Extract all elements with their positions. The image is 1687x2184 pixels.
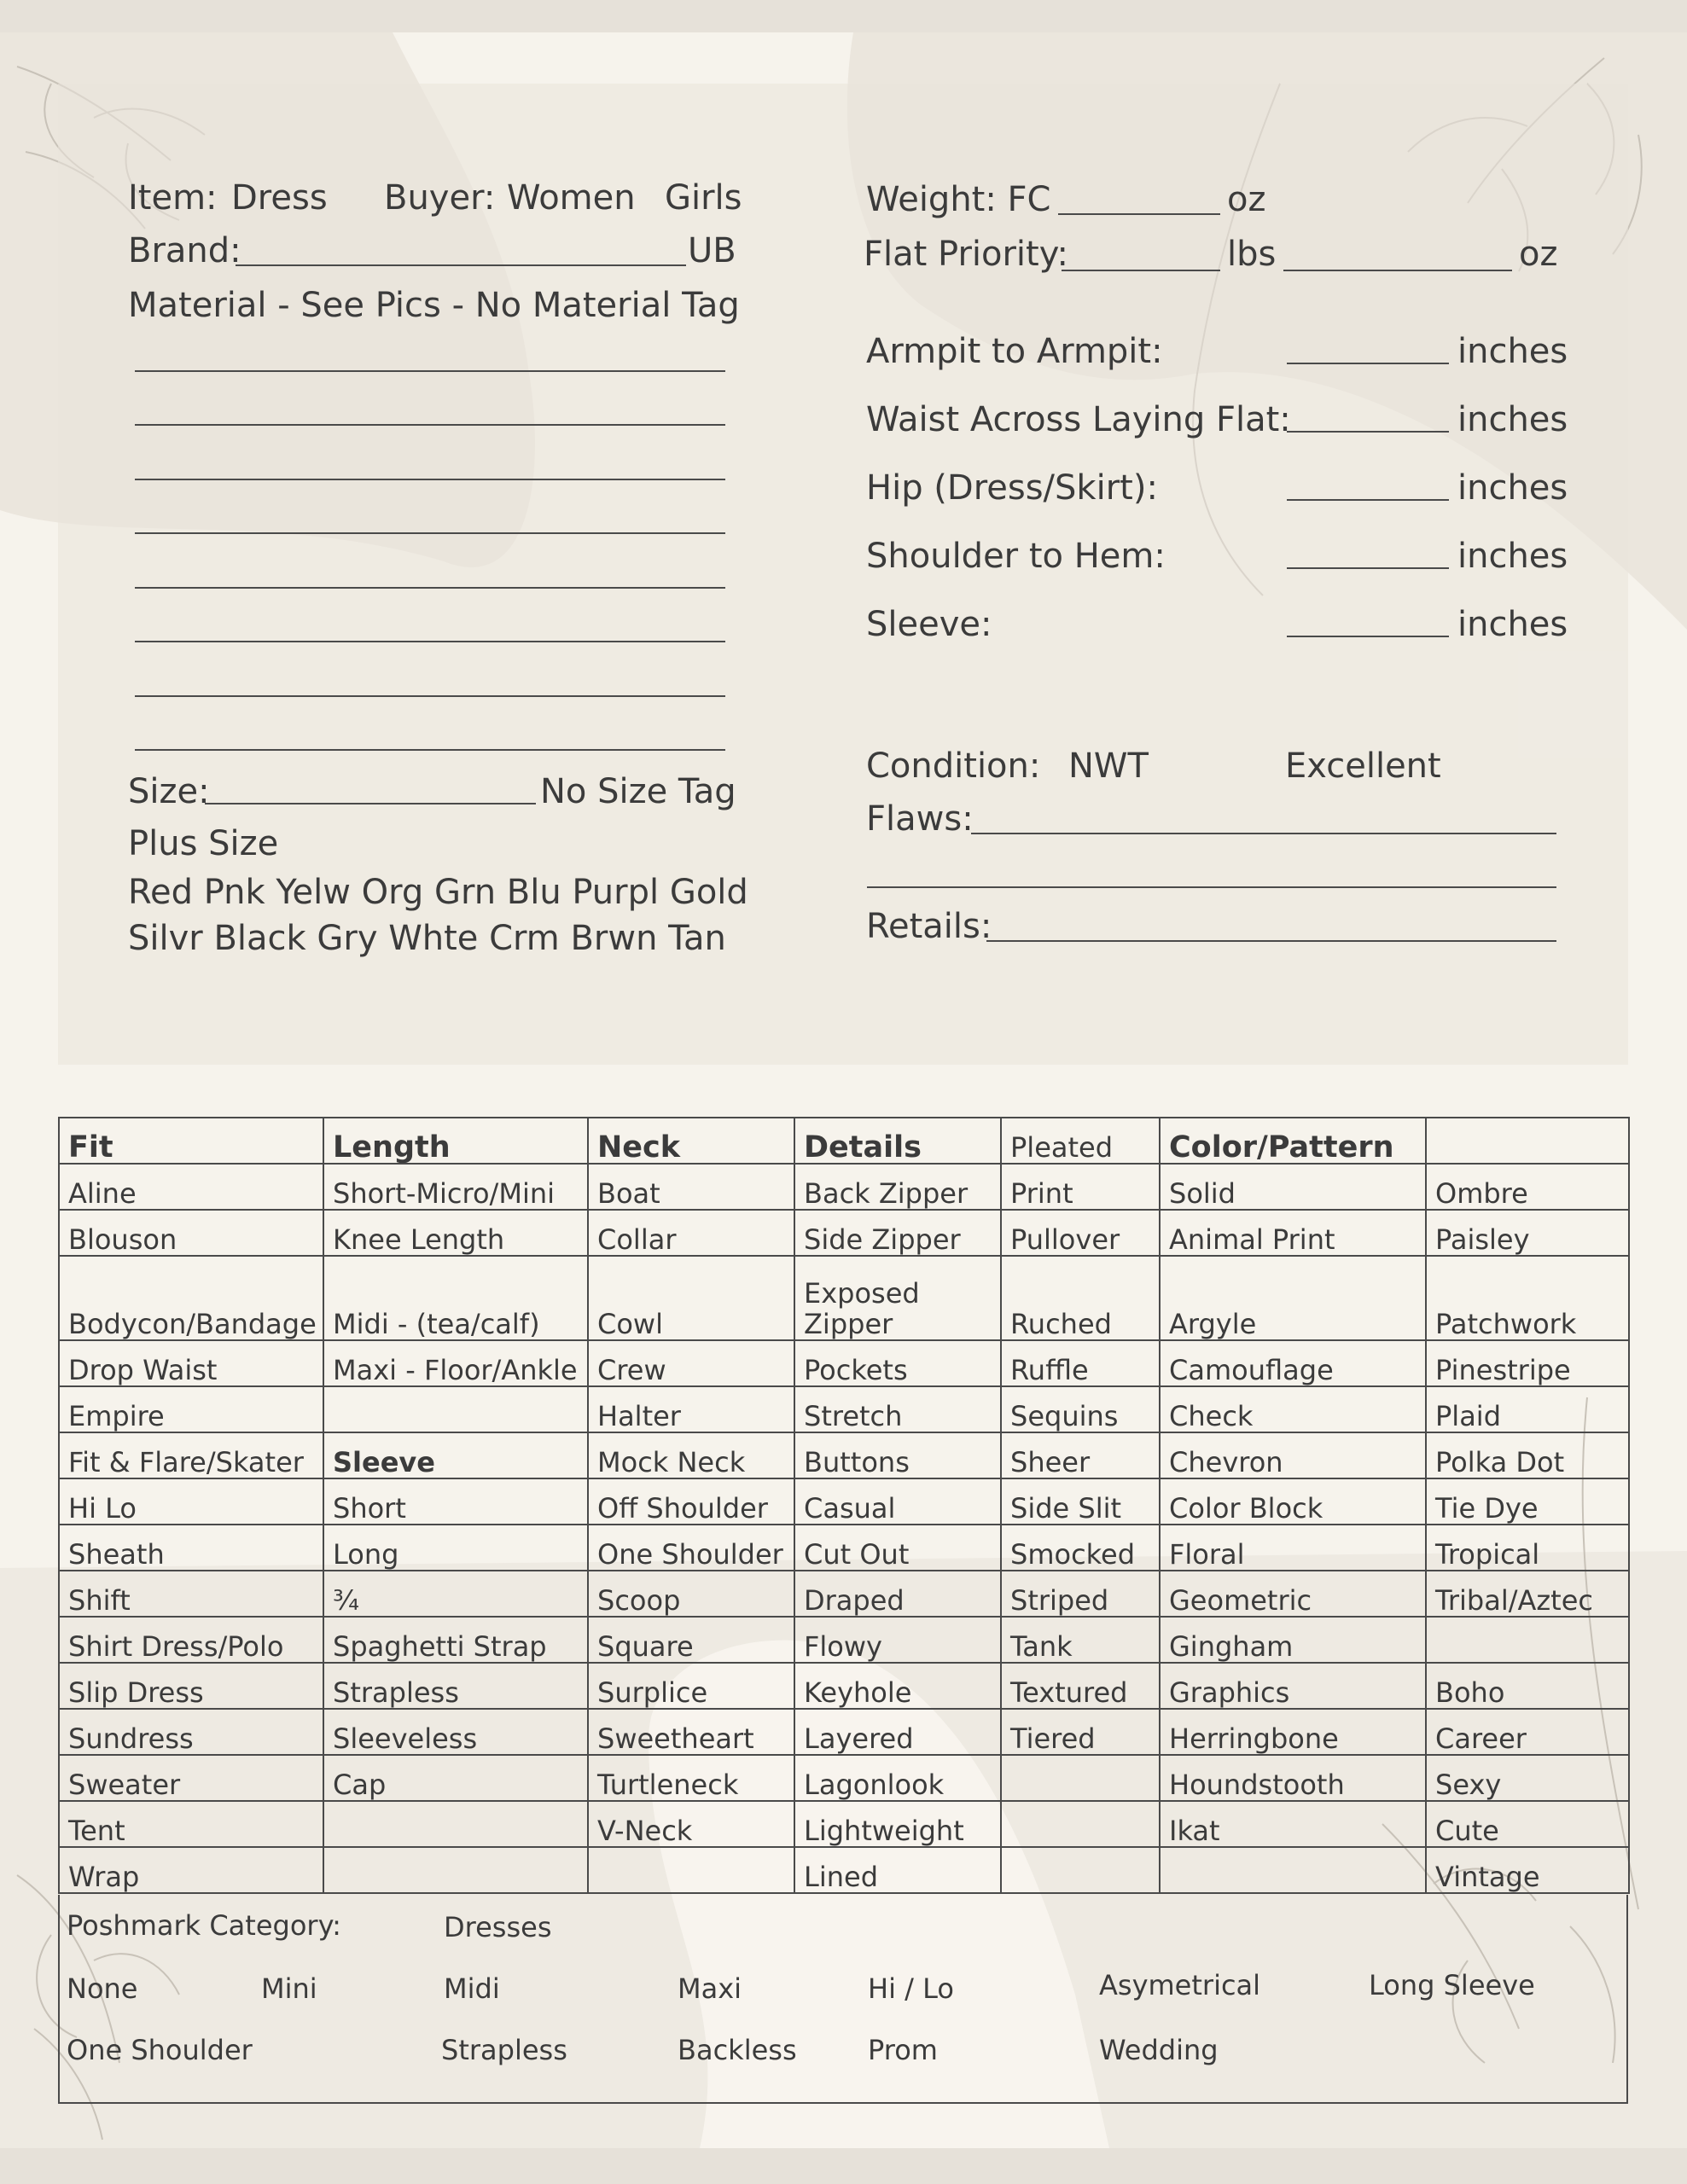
measure-field[interactable] bbox=[1287, 363, 1449, 364]
table-cell[interactable]: Polka Dot bbox=[1426, 1432, 1629, 1478]
table-cell[interactable]: Pinestripe bbox=[1426, 1340, 1629, 1386]
table-cell[interactable]: Fit & Flare/Skater bbox=[59, 1432, 323, 1478]
table-cell[interactable]: Tiered bbox=[1001, 1709, 1160, 1755]
condition-label: Condition: bbox=[866, 746, 1041, 786]
measure-field[interactable] bbox=[1287, 636, 1449, 637]
condition-nwt[interactable]: NWT bbox=[1068, 746, 1149, 786]
table-row bbox=[59, 1386, 1629, 1432]
table-cell[interactable]: Lined bbox=[794, 1847, 1001, 1893]
retails-field[interactable] bbox=[986, 940, 1556, 942]
table-cell[interactable]: Ikat bbox=[1160, 1801, 1426, 1847]
table-cell[interactable] bbox=[1001, 1755, 1160, 1801]
flaws-field[interactable] bbox=[971, 833, 1556, 834]
table-cell[interactable]: Vintage bbox=[1426, 1847, 1629, 1893]
header-fit: Fit bbox=[59, 1118, 323, 1164]
table-cell[interactable]: Tank bbox=[1001, 1617, 1160, 1663]
table-cell[interactable]: Aline bbox=[59, 1164, 323, 1210]
brand-ub[interactable]: UB bbox=[688, 231, 736, 270]
table-cell[interactable]: Draped bbox=[794, 1571, 1001, 1617]
flat-lbs-unit: lbs bbox=[1227, 235, 1277, 274]
material-line[interactable] bbox=[135, 479, 725, 480]
posh-midi[interactable]: Midi bbox=[444, 1972, 500, 2005]
measure-field[interactable] bbox=[1287, 499, 1449, 501]
table-cell[interactable]: Midi - (tea/calf) bbox=[323, 1256, 588, 1340]
table-cell[interactable]: Sheer bbox=[1001, 1432, 1160, 1478]
material-line[interactable] bbox=[135, 424, 725, 426]
no-size-tag[interactable]: No Size Tag bbox=[540, 772, 736, 811]
table-cell[interactable]: Maxi - Floor/Ankle bbox=[323, 1340, 588, 1386]
table-cell[interactable]: Sexy bbox=[1426, 1755, 1629, 1801]
flaws-label: Flaws: bbox=[866, 799, 974, 839]
table-cell[interactable] bbox=[1001, 1847, 1160, 1893]
table-cell[interactable]: Lightweight bbox=[794, 1801, 1001, 1847]
table-cell[interactable]: Mock Neck bbox=[588, 1432, 794, 1478]
table-cell[interactable] bbox=[323, 1801, 588, 1847]
colors-line-2[interactable]: Silvr Black Gry Whte Crm Brwn Tan bbox=[128, 919, 726, 958]
table-row bbox=[59, 1432, 1629, 1478]
table-cell[interactable]: Sequins bbox=[1001, 1386, 1160, 1432]
table-cell[interactable]: Paisley bbox=[1426, 1210, 1629, 1256]
size-label: Size: bbox=[128, 772, 210, 811]
poshmark-label: Poshmark Category: bbox=[67, 1909, 341, 1942]
measure-label: Shoulder to Hem: bbox=[866, 537, 1166, 576]
weight-unit: oz bbox=[1227, 180, 1266, 219]
table-cell[interactable]: Knee Length bbox=[323, 1210, 588, 1256]
table-row bbox=[59, 1801, 1629, 1847]
measure-label: Sleeve: bbox=[866, 605, 992, 644]
table-cell[interactable]: Side Zipper bbox=[794, 1210, 1001, 1256]
weight-field[interactable] bbox=[1058, 213, 1220, 215]
table-cell[interactable]: V-Neck bbox=[588, 1801, 794, 1847]
table-cell[interactable]: Graphics bbox=[1160, 1663, 1426, 1709]
table-cell[interactable]: Ruffle bbox=[1001, 1340, 1160, 1386]
table-cell[interactable]: One Shoulder bbox=[588, 1525, 794, 1571]
weight-label: Weight: FC bbox=[866, 180, 1051, 219]
table-cell[interactable]: Buttons bbox=[794, 1432, 1001, 1478]
table-row bbox=[59, 1847, 1629, 1893]
posh-long-sleeve[interactable]: Long Sleeve bbox=[1369, 1969, 1535, 2001]
table-cell[interactable]: Slip Dress bbox=[59, 1663, 323, 1709]
table-cell[interactable]: Cap bbox=[323, 1755, 588, 1801]
table-cell[interactable]: Blouson bbox=[59, 1210, 323, 1256]
measure-label: Hip (Dress/Skirt): bbox=[866, 468, 1158, 508]
table-cell[interactable] bbox=[323, 1847, 588, 1893]
table-cell[interactable]: Print bbox=[1001, 1164, 1160, 1210]
table-row bbox=[59, 1525, 1629, 1571]
table-cell[interactable] bbox=[588, 1847, 794, 1893]
flat-oz-field[interactable] bbox=[1283, 270, 1512, 271]
table-row bbox=[59, 1663, 1629, 1709]
table-cell[interactable]: Patchwork bbox=[1426, 1256, 1629, 1340]
table-cell[interactable]: Tribal/Aztec bbox=[1426, 1571, 1629, 1617]
table-cell[interactable]: Square bbox=[588, 1617, 794, 1663]
table-cell[interactable]: Drop Waist bbox=[59, 1340, 323, 1386]
table-cell[interactable]: Keyhole bbox=[794, 1663, 1001, 1709]
table-row bbox=[59, 1617, 1629, 1663]
measure-unit: inches bbox=[1457, 400, 1568, 439]
table-cell[interactable]: Exposed Zipper bbox=[794, 1256, 1001, 1340]
table-cell[interactable] bbox=[1426, 1617, 1629, 1663]
posh-hi-lo[interactable]: Hi / Lo bbox=[868, 1972, 954, 2005]
table-cell[interactable]: Striped bbox=[1001, 1571, 1160, 1617]
table-cell[interactable]: Cut Out bbox=[794, 1525, 1001, 1571]
table-cell[interactable]: Back Zipper bbox=[794, 1164, 1001, 1210]
table-cell[interactable]: Wrap bbox=[59, 1847, 323, 1893]
table-cell[interactable]: Bodycon/Bandage bbox=[59, 1256, 323, 1340]
measure-unit: inches bbox=[1457, 537, 1568, 576]
table-cell[interactable] bbox=[1160, 1847, 1426, 1893]
condition-excellent[interactable]: Excellent bbox=[1285, 746, 1441, 786]
table-cell[interactable]: Sleeveless bbox=[323, 1709, 588, 1755]
header-neck: Neck bbox=[588, 1118, 794, 1164]
table-cell[interactable]: Strapless bbox=[323, 1663, 588, 1709]
table-cell[interactable]: Animal Print bbox=[1160, 1210, 1426, 1256]
table-cell[interactable]: Lagonlook bbox=[794, 1755, 1001, 1801]
table-cell[interactable]: Camouflage bbox=[1160, 1340, 1426, 1386]
header-pleated[interactable]: Pleated bbox=[1001, 1118, 1160, 1164]
table-cell[interactable]: Ruched bbox=[1001, 1256, 1160, 1340]
size-field[interactable] bbox=[205, 803, 536, 804]
table-cell[interactable]: Pullover bbox=[1001, 1210, 1160, 1256]
sleeve-subheader: Sleeve bbox=[323, 1432, 588, 1478]
table-cell[interactable]: Surplice bbox=[588, 1663, 794, 1709]
posh-strapless[interactable]: Strapless bbox=[441, 2034, 567, 2066]
header-details: Details bbox=[794, 1118, 1001, 1164]
table-cell[interactable]: Short-Micro/Mini bbox=[323, 1164, 588, 1210]
measure-field[interactable] bbox=[1287, 431, 1449, 433]
measure-label: Waist Across Laying Flat: bbox=[866, 400, 1291, 439]
table-cell[interactable]: Check bbox=[1160, 1386, 1426, 1432]
table-cell[interactable]: Argyle bbox=[1160, 1256, 1426, 1340]
measure-unit: inches bbox=[1457, 468, 1568, 508]
table-cell[interactable]: Shift bbox=[59, 1571, 323, 1617]
buyer-women[interactable]: Women bbox=[507, 178, 636, 218]
table-cell[interactable]: Herringbone bbox=[1160, 1709, 1426, 1755]
material-line[interactable] bbox=[135, 749, 725, 751]
table-cell[interactable]: Color Block bbox=[1160, 1478, 1426, 1525]
table-cell[interactable]: ¾ bbox=[323, 1571, 588, 1617]
brand-field[interactable] bbox=[236, 264, 686, 266]
table-cell[interactable]: Plaid bbox=[1426, 1386, 1629, 1432]
posh-prom[interactable]: Prom bbox=[868, 2034, 938, 2066]
table-cell[interactable]: Chevron bbox=[1160, 1432, 1426, 1478]
table-cell[interactable]: Boat bbox=[588, 1164, 794, 1210]
table-cell[interactable]: Off Shoulder bbox=[588, 1478, 794, 1525]
table-cell[interactable]: Textured bbox=[1001, 1663, 1160, 1709]
plus-size[interactable]: Plus Size bbox=[128, 824, 279, 863]
table-cell[interactable] bbox=[323, 1386, 588, 1432]
material-line[interactable] bbox=[135, 532, 725, 534]
table-row bbox=[59, 1210, 1629, 1256]
header-color-pattern: Color/Pattern bbox=[1160, 1118, 1426, 1164]
table-cell[interactable]: Solid bbox=[1160, 1164, 1426, 1210]
table-cell[interactable]: Stretch bbox=[794, 1386, 1001, 1432]
posh-none[interactable]: None bbox=[67, 1972, 138, 2005]
table-cell[interactable]: Turtleneck bbox=[588, 1755, 794, 1801]
table-cell[interactable]: Hi Lo bbox=[59, 1478, 323, 1525]
table-cell[interactable]: Long bbox=[323, 1525, 588, 1571]
table-cell[interactable]: Sheath bbox=[59, 1525, 323, 1571]
table-cell[interactable]: Cowl bbox=[588, 1256, 794, 1340]
posh-dresses[interactable]: Dresses bbox=[444, 1911, 552, 1943]
flat-priority-label: Flat Priority: bbox=[864, 235, 1068, 274]
header-extra bbox=[1426, 1118, 1629, 1164]
table-cell[interactable]: Shirt Dress/Polo bbox=[59, 1617, 323, 1663]
posh-mini[interactable]: Mini bbox=[261, 1972, 317, 2005]
table-cell[interactable]: Empire bbox=[59, 1386, 323, 1432]
table-cell[interactable]: Career bbox=[1426, 1709, 1629, 1755]
table-cell[interactable] bbox=[1001, 1801, 1160, 1847]
measure-unit: inches bbox=[1457, 332, 1568, 371]
item-label: Item: bbox=[128, 178, 218, 218]
posh-maxi[interactable]: Maxi bbox=[678, 1972, 742, 2005]
table-cell[interactable]: Sweetheart bbox=[588, 1709, 794, 1755]
poshmark-category-box bbox=[58, 1895, 1628, 2104]
measure-unit: inches bbox=[1457, 605, 1568, 644]
table-row bbox=[59, 1164, 1629, 1210]
table-cell[interactable]: Casual bbox=[794, 1478, 1001, 1525]
table-cell[interactable]: Houndstooth bbox=[1160, 1755, 1426, 1801]
table-header-row bbox=[59, 1118, 1629, 1164]
table-cell[interactable]: Floral bbox=[1160, 1525, 1426, 1571]
table-row bbox=[59, 1340, 1629, 1386]
table-cell[interactable]: Side Slit bbox=[1001, 1478, 1160, 1525]
buyer-girls[interactable]: Girls bbox=[665, 178, 742, 218]
item-value: Dress bbox=[231, 178, 328, 218]
table-cell[interactable]: Geometric bbox=[1160, 1571, 1426, 1617]
table-cell[interactable]: Cute bbox=[1426, 1801, 1629, 1847]
brand-label: Brand: bbox=[128, 231, 241, 270]
table-row bbox=[59, 1571, 1629, 1617]
table-cell[interactable]: Ombre bbox=[1426, 1164, 1629, 1210]
material-line[interactable] bbox=[135, 587, 725, 589]
flat-lbs-field[interactable] bbox=[1062, 270, 1220, 271]
table-cell[interactable]: Gingham bbox=[1160, 1617, 1426, 1663]
flaws-line-2[interactable] bbox=[867, 886, 1556, 888]
flat-oz-unit: oz bbox=[1519, 235, 1558, 274]
table-cell[interactable]: Crew bbox=[588, 1340, 794, 1386]
posh-wedding[interactable]: Wedding bbox=[1099, 2034, 1219, 2066]
table-row bbox=[59, 1709, 1629, 1755]
material-line[interactable] bbox=[135, 695, 725, 697]
table-cell[interactable]: Sundress bbox=[59, 1709, 323, 1755]
material-line[interactable] bbox=[135, 641, 725, 642]
table-cell[interactable]: Halter bbox=[588, 1386, 794, 1432]
table-row bbox=[59, 1478, 1629, 1525]
table-cell[interactable]: Collar bbox=[588, 1210, 794, 1256]
table-cell[interactable]: Sweater bbox=[59, 1755, 323, 1801]
header-length: Length bbox=[323, 1118, 588, 1164]
form-page bbox=[0, 32, 1687, 2148]
table-row bbox=[59, 1256, 1629, 1340]
table-cell[interactable]: Tie Dye bbox=[1426, 1478, 1629, 1525]
measure-label: Armpit to Armpit: bbox=[866, 332, 1163, 371]
table-cell[interactable]: Short bbox=[323, 1478, 588, 1525]
attributes-table bbox=[58, 1117, 1630, 1894]
material-line[interactable] bbox=[135, 370, 725, 372]
table-cell[interactable]: Tent bbox=[59, 1801, 323, 1847]
material-text: Material - See Pics - No Material Tag bbox=[128, 286, 740, 325]
posh-one-shoulder[interactable]: One Shoulder bbox=[67, 2034, 253, 2066]
retails-label: Retails: bbox=[866, 907, 992, 946]
table-row bbox=[59, 1755, 1629, 1801]
table-cell[interactable]: Smocked bbox=[1001, 1525, 1160, 1571]
table-cell[interactable]: Spaghetti Strap bbox=[323, 1617, 588, 1663]
measure-field[interactable] bbox=[1287, 567, 1449, 569]
table-cell[interactable]: Flowy bbox=[794, 1617, 1001, 1663]
buyer-label: Buyer: bbox=[384, 178, 496, 218]
posh-backless[interactable]: Backless bbox=[678, 2034, 797, 2066]
table-cell[interactable]: Boho bbox=[1426, 1663, 1629, 1709]
table-cell[interactable]: Layered bbox=[794, 1709, 1001, 1755]
table-cell[interactable]: Pockets bbox=[794, 1340, 1001, 1386]
posh-asymetrical[interactable]: Asymetrical bbox=[1099, 1969, 1261, 2001]
table-cell[interactable]: Scoop bbox=[588, 1571, 794, 1617]
table-cell[interactable]: Tropical bbox=[1426, 1525, 1629, 1571]
colors-line-1[interactable]: Red Pnk Yelw Org Grn Blu Purpl Gold bbox=[128, 873, 748, 912]
